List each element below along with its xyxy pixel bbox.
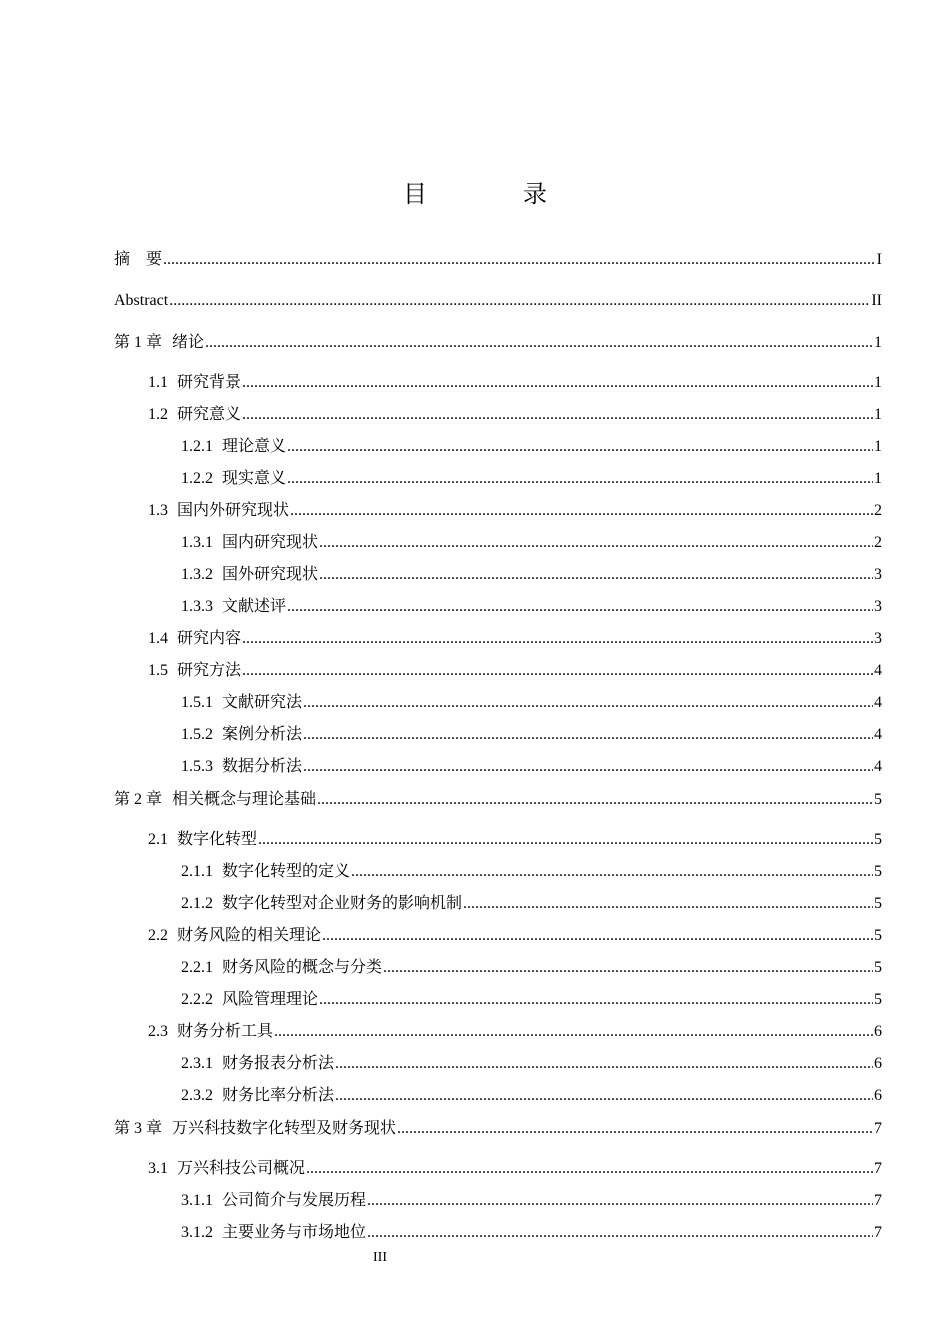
toc-entry-label [148,1016,273,1048]
toc-entry-label [181,1185,366,1217]
dot-leader [287,463,873,495]
dot-leader [397,1113,873,1145]
toc-entry-label [181,952,382,984]
toc-entry-title: 风险管理理论 [222,991,319,1008]
toc-entry[interactable] [114,783,882,824]
toc-entry-number: 3.1.2 [181,1224,213,1241]
toc-entry-number: 2.1.1 [181,863,213,880]
toc-entry[interactable] [114,687,882,719]
toc-entry[interactable] [114,623,882,655]
toc-entry[interactable] [114,655,882,687]
dot-leader [317,784,873,816]
dot-leader [335,1080,873,1112]
toc-entry-number: 1.2.2 [181,470,213,487]
toc-entry-number: 2.2.2 [181,991,213,1008]
toc-entry-label [181,431,286,463]
toc-title: 目 录 [403,182,583,208]
toc-entry-title: 国内外研究现状 [177,502,290,519]
toc-entry-page: 4 [874,662,882,679]
toc-entry-number: 2.3.1 [181,1055,213,1072]
toc-entry[interactable] [114,463,882,495]
toc-entry[interactable] [114,856,882,888]
toc-entry-title: 研究意义 [177,406,242,423]
toc-entry-page: 6 [874,1087,882,1104]
toc-entry-label [181,1048,334,1080]
toc-entry-number: 1.5.3 [181,758,213,775]
toc-entry-title: Abstract [114,292,169,309]
toc-entry[interactable] [114,285,882,326]
dot-leader [242,655,873,687]
toc-entry-page: 7 [874,1160,882,1177]
toc-entry-number: 第 3 章 [114,1120,163,1137]
toc-entry-label [148,367,241,399]
toc-entry[interactable] [114,1217,882,1249]
dot-leader [319,559,873,591]
dot-leader [306,1153,873,1185]
toc-entry[interactable] [114,367,882,399]
toc-entry-page: 1 [874,374,882,391]
toc-entry-title: 文献述评 [222,598,287,615]
toc-entry-page: 5 [874,991,882,1008]
toc-entry-title: 数字化转型 [177,831,258,848]
toc-entry-label [114,1112,396,1145]
dot-leader [303,719,873,751]
toc-entry[interactable] [114,326,882,367]
toc-entry-label [114,244,162,276]
toc-entry-label [181,856,350,888]
toc-entry-title: 财务风险的概念与分类 [222,959,383,976]
dot-leader [242,399,873,431]
toc-entry-page: 3 [874,630,882,647]
toc-entry-number: 1.3.2 [181,566,213,583]
toc-entry-number: 1.1 [148,374,168,391]
toc-entry[interactable] [114,1112,882,1153]
toc-entry[interactable] [114,1080,882,1112]
toc-entry-title: 财务风险的相关理论 [177,927,322,944]
toc-entry-label [181,1217,366,1249]
toc-entry-label [181,888,462,920]
toc-entry-title: 财务比率分析法 [222,1087,335,1104]
toc-entry-number: 1.3.1 [181,534,213,551]
toc-entry-title: 国外研究现状 [222,566,319,583]
toc-entry-label [181,984,318,1016]
dot-leader [287,591,873,623]
toc-entry-page: 5 [874,927,882,944]
dot-leader [303,687,873,719]
toc-entry-page: 1 [874,438,882,455]
toc-entry-label [181,527,318,559]
dot-leader [205,327,873,359]
toc-entry-page: 5 [874,863,882,880]
toc-entry-number: 1.3.3 [181,598,213,615]
toc-entry-title: 数字化转型对企业财务的影响机制 [222,895,463,912]
toc-entry-number: 1.5.2 [181,726,213,743]
toc-entry[interactable] [114,984,882,1016]
dot-leader [367,1217,873,1249]
toc-entry-number: 2.2 [148,927,168,944]
dot-leader [351,856,873,888]
dot-leader [322,920,873,952]
toc-entry-label [181,591,286,623]
toc-entry-number: 1.4 [148,630,168,647]
toc-entry-label [148,655,241,687]
toc-entry-title: 案例分析法 [222,726,303,743]
toc-entry-title: 绪论 [172,332,205,351]
toc-entry-page: 7 [874,1192,882,1209]
toc-entry-label [148,920,321,952]
toc-entry-page: 6 [874,1055,882,1072]
toc-entry-title: 数据分析法 [222,758,303,775]
toc-entry-page: II [871,292,882,309]
toc-entry-page: 4 [874,726,882,743]
toc-entry[interactable] [114,527,882,559]
toc-entry-number: 2.1 [148,831,168,848]
toc-entry[interactable] [114,952,882,984]
toc-entry-label [181,687,302,719]
toc-entry-number: 1.5.1 [181,694,213,711]
toc-entry[interactable] [114,495,882,527]
toc-entry-label [181,751,302,783]
toc-entry-title: 理论意义 [222,438,287,455]
toc-entry-label [148,623,241,655]
toc-entry-title: 国内研究现状 [222,534,319,551]
toc-entry-label [181,719,302,751]
dot-leader [367,1185,873,1217]
toc-entry[interactable] [114,431,882,463]
toc-entry-number: 3.1.1 [181,1192,213,1209]
toc-entry-title: 财务报表分析法 [222,1055,335,1072]
toc-entry-number: 第 1 章 [114,334,163,351]
toc-entry-page: 4 [874,694,882,711]
toc-entry-page: 3 [874,598,882,615]
dot-leader [169,285,870,317]
toc-entry-page: 4 [874,758,882,775]
dot-leader [258,824,873,856]
toc-entry-title: 研究背景 [177,374,242,391]
toc-entry[interactable] [114,559,882,591]
toc-entry[interactable] [114,719,882,751]
toc-entry[interactable] [114,399,882,431]
toc-entry-label [181,463,286,495]
table-of-contents [114,244,882,1249]
toc-entry-title: 研究内容 [177,630,242,647]
dot-leader [290,495,873,527]
toc-entry-title: 公司简介与发展历程 [222,1192,367,1209]
toc-entry-page: 5 [874,831,882,848]
dot-leader [274,1016,873,1048]
page-number: III [373,1250,387,1265]
toc-entry-title: 现实意义 [222,470,287,487]
toc-entry[interactable] [114,244,882,285]
toc-entry-page: I [876,251,882,268]
toc-entry-title: 相关概念与理论基础 [172,789,317,808]
toc-entry[interactable] [114,824,882,856]
toc-entry-title: 文献研究法 [222,694,303,711]
toc-entry-page: 1 [874,334,882,351]
toc-entry-page: 3 [874,566,882,583]
toc-entry-label [181,1080,334,1112]
toc-entry-title: 万兴科技公司概况 [177,1160,306,1177]
dot-leader [319,984,873,1016]
toc-entry-title: 摘 要 [114,251,163,268]
toc-entry-number: 第 2 章 [114,791,163,808]
dot-leader [242,623,873,655]
toc-entry-label [148,824,257,856]
toc-entry[interactable] [114,1016,882,1048]
toc-entry-number: 2.3.2 [181,1087,213,1104]
toc-entry-page: 5 [874,791,882,808]
dot-leader [242,367,873,399]
toc-entry-title: 财务分析工具 [177,1023,274,1040]
toc-entry-page: 7 [874,1224,882,1241]
toc-entry-number: 2.1.2 [181,895,213,912]
toc-entry[interactable] [114,1185,882,1217]
toc-entry-number: 2.3 [148,1023,168,1040]
toc-entry[interactable] [114,591,882,623]
toc-entry-title: 研究方法 [177,662,242,679]
toc-entry-page: 2 [874,534,882,551]
toc-entry-title: 数字化转型的定义 [222,863,351,880]
toc-entry-label [114,285,168,317]
dot-leader [463,888,873,920]
toc-entry-title: 主要业务与市场地位 [222,1224,367,1241]
toc-entry-page: 2 [874,502,882,519]
toc-entry-number: 1.2 [148,406,168,423]
toc-entry-number: 2.2.1 [181,959,213,976]
toc-entry-number: 1.2.1 [181,438,213,455]
toc-entry-label [148,1153,305,1185]
dot-leader [319,527,873,559]
toc-entry-page: 5 [874,895,882,912]
toc-entry-page: 6 [874,1023,882,1040]
toc-entry-page: 1 [874,470,882,487]
dot-leader [303,751,873,783]
toc-entry-page: 7 [874,1120,882,1137]
toc-entry[interactable] [114,888,882,920]
toc-entry-number: 1.5 [148,662,168,679]
toc-entry-page: 1 [874,406,882,423]
toc-entry[interactable] [114,920,882,952]
dot-leader [383,952,873,984]
toc-entry[interactable] [114,751,882,783]
dot-leader [163,244,876,276]
toc-entry-label [148,495,289,527]
dot-leader [335,1048,873,1080]
toc-entry-number: 1.3 [148,502,168,519]
toc-entry-page: 5 [874,959,882,976]
toc-entry-label [114,326,204,359]
dot-leader [287,431,873,463]
toc-entry[interactable] [114,1153,882,1185]
toc-entry[interactable] [114,1048,882,1080]
toc-entry-label [114,783,316,816]
toc-entry-number: 3.1 [148,1160,168,1177]
toc-entry-label [181,559,318,591]
toc-entry-label [148,399,241,431]
toc-entry-title: 万兴科技数字化转型及财务现状 [172,1118,397,1137]
